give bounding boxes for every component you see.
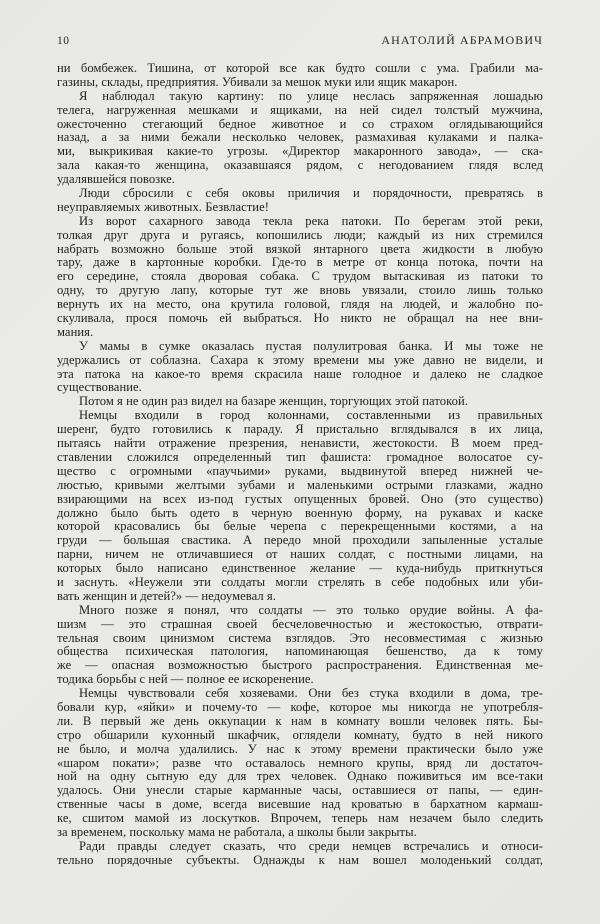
text-line: тодика борьбы с ней — полное ее искоренение.	[57, 672, 314, 687]
text-line: зала какая-то женщина, оказавшаяся рядом, с негодованием глядя вслед	[57, 158, 543, 173]
text-line: эта патока на какое-то время скрасила наше голодное и далеко не сладкое	[57, 366, 543, 381]
text-line: У мамы в сумке оказалась пустая полулитровая банка. И мы тоже не	[79, 338, 543, 353]
paragraph	[57, 90, 543, 187]
text-line: ной на одну сытную еду для трех человек. Однако поживиться им все-таки	[57, 769, 543, 784]
text-line: ке, сшитом мамой из лоскутков. Впрочем, теперь нам незачем было следить	[57, 811, 543, 826]
paragraph	[57, 395, 543, 409]
text-line: не было, и молча удалились. У нас к этому времени практически было уже	[57, 741, 543, 756]
text-line: неуправляемых животных. Безвластие!	[57, 199, 269, 214]
text-line: одну, то другую лапу, которые тут же вновь увязали, стоило лишь только	[57, 283, 543, 298]
text-line: люстью, кривыми желтыми зубами и маленькими острыми глазками, жадно	[57, 477, 543, 492]
text-line: тельная своим цинизмом система взглядов. Это несовместимая с жизнью	[57, 630, 543, 645]
text-line: ми, выкрикивая какие-то угрозы. «Директор макаронного завода», — ска-	[57, 144, 543, 159]
text-line: ожесточенно стегающий бедное животное и со страхом оглядывающийся	[57, 116, 543, 131]
text-line: за временем, поскольку мама не работала, а школы были закрыты.	[57, 824, 417, 839]
text-line: должно было быть одето в черную военную форму, на рукавах и каске	[57, 505, 543, 520]
text-line: ставлении сложился определенный тип фашиста: громадное волосатое су-	[57, 449, 543, 464]
text-line: которой красовались бы белые черепа с перекрещенными костями, а на	[57, 519, 543, 534]
text-line: назад, а за ними бежали несколько человек, размахивая кулаками и палка-	[57, 130, 543, 145]
text-line: «шаром покати»; разве что оставалось немного крупы, вряд ли достаточ-	[57, 755, 543, 770]
page-body	[57, 62, 543, 868]
text-line: Много позже я понял, что солдаты — это только орудие войны. А фа-	[79, 602, 543, 617]
text-line: стро обшарили кухонный шкафчик, оглядели комнату, будто в ней никого	[57, 727, 543, 742]
text-line: груди — большая свастика. А передо мной проходили запыленные усталые	[57, 533, 543, 548]
text-line: ни бомбежек. Тишина, от которой все как будто сошли с ума. Грабили ма-	[57, 61, 543, 75]
text-line: Немцы входили в город колоннами, составленными из правильных	[79, 408, 543, 423]
paragraph	[57, 340, 543, 396]
text-line: щество с огромными «паучьими» руками, выдвинутой вперед нижней че-	[57, 463, 543, 478]
text-line: мания.	[57, 324, 94, 339]
running-header	[57, 34, 543, 47]
text-line: тару, даже в картонные коробки. Где-то в метре от конца потока, почти на	[57, 255, 543, 270]
text-line: удержались от соблазна. Сахара к этому времени мы уже давно не видели, и	[57, 352, 543, 367]
running-head-author: АНАТОЛИЙ АБРАМОВИЧ	[381, 33, 543, 47]
paragraph	[57, 604, 543, 687]
text-line: скуливала, прося помочь ей выбраться. Но никто не обращал на нее вни-	[57, 311, 543, 326]
paragraph	[57, 187, 543, 215]
text-line: его середине, стояла дворовая собака. С трудом вытаскивая из патоки то	[57, 269, 543, 284]
text-line: Ради правды следует сказать, что среди немцев встречались и относи-	[79, 838, 543, 853]
paragraph	[57, 687, 543, 840]
text-line: газины, склады, предприятия. Убивали за мешок муки или ящик макарон.	[57, 74, 458, 89]
text-line: вать женщин и детей?» — недоумевал я.	[57, 588, 276, 603]
text-line: общества психическая патология, напоминающая бешенство, да к тому	[57, 644, 543, 659]
text-line: существование.	[57, 380, 142, 395]
paragraph	[57, 409, 543, 603]
text-line: шизм — это страшная своей бесчеловечностью и жестокостью, отврати-	[57, 616, 543, 631]
text-line: телега, нагруженная мешками и ящиками, на ней сидел толстый мужчина,	[57, 102, 543, 117]
text-line: Я наблюдал такую картину: по улице неслась запряженная лошадью	[79, 88, 543, 103]
text-line: набрать возможно больше этой вязкой янтарного цвета жидкости в любую	[57, 241, 543, 256]
text-line: вернуть их на место, она крутила головой, глядя на людей, и жалобно по-	[57, 297, 543, 312]
text-line: Из ворот сахарного завода текла река патоки. По берегам этой реки,	[79, 213, 543, 228]
text-line: парни, ничем не отличавшиеся от наших солдат, с постными лицами, на	[57, 547, 543, 562]
text-line: шеренг, будто готовились к параду. Я пристально вглядывался в их лица,	[57, 422, 543, 437]
text-line: взирающими на всех из-под густых опущенных бровей. Оно (это существо)	[57, 491, 543, 506]
text-line: которых было написано единственное желание — куда-нибудь приткнуться	[57, 561, 543, 576]
text-line: бовали кур, «яйки» и почему-то — кофе, которое мы никогда не употребля-	[57, 699, 543, 714]
text-line: и заснуть. «Неужели эти солдаты могли стрелять в себе подобных или уби-	[57, 574, 543, 589]
text-line: удалось. Они унесли старые карманные часы, оставшиеся от папы, — един-	[57, 783, 543, 798]
paragraph	[57, 62, 543, 90]
page-number: 10	[57, 35, 70, 47]
text-line: удалявшейся повозке.	[57, 172, 175, 187]
text-line: толкая друг друга и ругаясь, копошились люди; каждый из них стремился	[57, 227, 543, 242]
text-line: ли. В первый же день оккупации к нам в комнату вошли человек пять. Бы-	[57, 713, 543, 728]
text-line: же — опасная возможностью быстрого распространения. Единственная ме-	[57, 658, 543, 673]
text-line: тельно порядочные субъекты. Однажды к нам вошел молоденький солдат,	[57, 852, 543, 867]
text-line: ственные часы в доме, всегда висевшие над кроватью в бархатном кармаш-	[57, 797, 543, 812]
text-line: Потом я не один раз видел на базаре женщин, торгующих этой патокой.	[79, 394, 468, 409]
text-line: пытаясь найти отражение презрения, ненависти, жестокости. В моем пред-	[57, 436, 543, 451]
paragraph	[57, 840, 543, 868]
paragraph	[57, 215, 543, 340]
text-line: Немцы чувствовали себя хозяевами. Они без стука входили в дома, тре-	[79, 686, 543, 701]
text-line: Люди сбросили с себя оковы приличия и порядочности, превратясь в	[79, 186, 543, 201]
